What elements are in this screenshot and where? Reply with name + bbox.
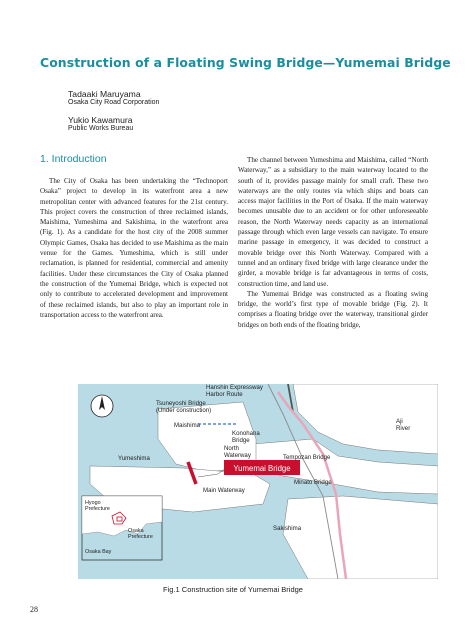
north-waterway-label: North bbox=[224, 445, 239, 452]
harbor-route-label: Harbor Route bbox=[206, 391, 243, 398]
osaka-bay-label: Osaka Bay bbox=[85, 549, 112, 555]
paragraph: The Yumemai Bridge was constructed as a floating swing bridge, the world’s first type of movable bridge (Fig. 2). It comprises a floating bridge over the waterway, transitional girder bridges on both ends of the floating bridge, bbox=[238, 289, 428, 329]
north-arrow-icon bbox=[91, 395, 113, 417]
yumeshima-label: Yumeshima bbox=[118, 455, 150, 462]
hanshin-label: Hanshin Expressway bbox=[206, 384, 263, 391]
tempozan-label: Tempozan Bridge bbox=[283, 454, 331, 461]
hyogo-label: Hyogo bbox=[85, 500, 101, 506]
left-column bbox=[40, 176, 228, 320]
site-map bbox=[78, 384, 438, 579]
paragraph: The City of Osaka has been undertaking the “Technoport Osaka” project to develop in its waterfront area a new metropolitan center with advanced features for the 21st century. This project covers the construction of three reclaimed islands, Maishima, Yumeshima and Sakishima, in the waterfront area (Fig. 1). As a candidate for the host city of the 2008 summer Olympic Games, Osaka has decided to use Maishima as the main venue for the Games. Yumeshima, which is still under reclamation, is planned for residential, commercial and amenity facilities. Under these circumstances the City of Osaka planned the construction of the Yumemai Bridge, which is expected not only to contribute to accelerated development and improvement of these reclaimed islands, but also to play an important role in transportation access to the waterfront area. bbox=[40, 177, 228, 319]
paper-title: Construction of a Floating Swing Bridge—Yumemai Bridge bbox=[40, 55, 451, 70]
inset-map bbox=[82, 496, 162, 560]
author-2 bbox=[68, 115, 133, 132]
figure-caption: Fig.1 Construction site of Yumemai Bridge bbox=[163, 585, 303, 594]
sakishima-island bbox=[283, 496, 438, 579]
osaka-prefecture-label: Osaka bbox=[128, 528, 144, 534]
author-1 bbox=[68, 89, 159, 106]
hyogo-label: Prefecture bbox=[85, 506, 110, 512]
under-construction-label: (Under construction) bbox=[156, 407, 212, 414]
minato-bridge-label: Minato Bridge bbox=[294, 479, 332, 486]
section-heading: 1. Introduction bbox=[40, 153, 107, 165]
north-waterway-label: Waterway bbox=[224, 452, 251, 459]
main-waterway-label: Main Waterway bbox=[203, 487, 245, 494]
paragraph: The channel between Yumeshima and Maishima, called “North Waterway,” as a subsidiary to the main waterway located to the south of it, provides passage mainly for small craft. These two waterways are the only routes via which ships and boats can access major facilities in the Port of Osaka. If the main waterway becomes unusable due to an accident or for other unforeseeable reason, the North Waterway needs capacity as an international passage through which even large vessels can navigate. To ensure marine passage in emergency, it was decided to construct a movable bridge over this North Waterway. Compared with a tunnel and an ordinary fixed bridge with large clearance under the girder, a movable bridge is far advantageous in terms of costs, construction time, and land use. bbox=[238, 156, 428, 288]
author-affiliation: Public Works Bureau bbox=[68, 125, 134, 132]
author-name: Yukio Kawamura bbox=[68, 115, 133, 125]
aji-river-label: Aji bbox=[396, 418, 403, 425]
aji-river-label: River bbox=[396, 425, 411, 432]
tsuneyoshi-label: Tsuneyoshi Bridge bbox=[156, 400, 206, 407]
author-affiliation: Osaka City Road Corporation bbox=[68, 99, 160, 106]
osaka-prefecture-label: Prefecture bbox=[128, 534, 153, 540]
konohana-label: Bridge bbox=[232, 437, 250, 444]
maishima-label: Maishima bbox=[174, 422, 201, 429]
site-map-figure bbox=[78, 384, 438, 579]
yumemai-bridge-label: Yumemai Bridge bbox=[233, 464, 291, 473]
author-name: Tadaaki Maruyama bbox=[68, 89, 141, 99]
page-number: 28 bbox=[30, 605, 38, 614]
konohana-label: Konohana bbox=[232, 430, 260, 437]
sakishima-label: Sakishima bbox=[273, 525, 302, 532]
right-column bbox=[238, 155, 428, 330]
